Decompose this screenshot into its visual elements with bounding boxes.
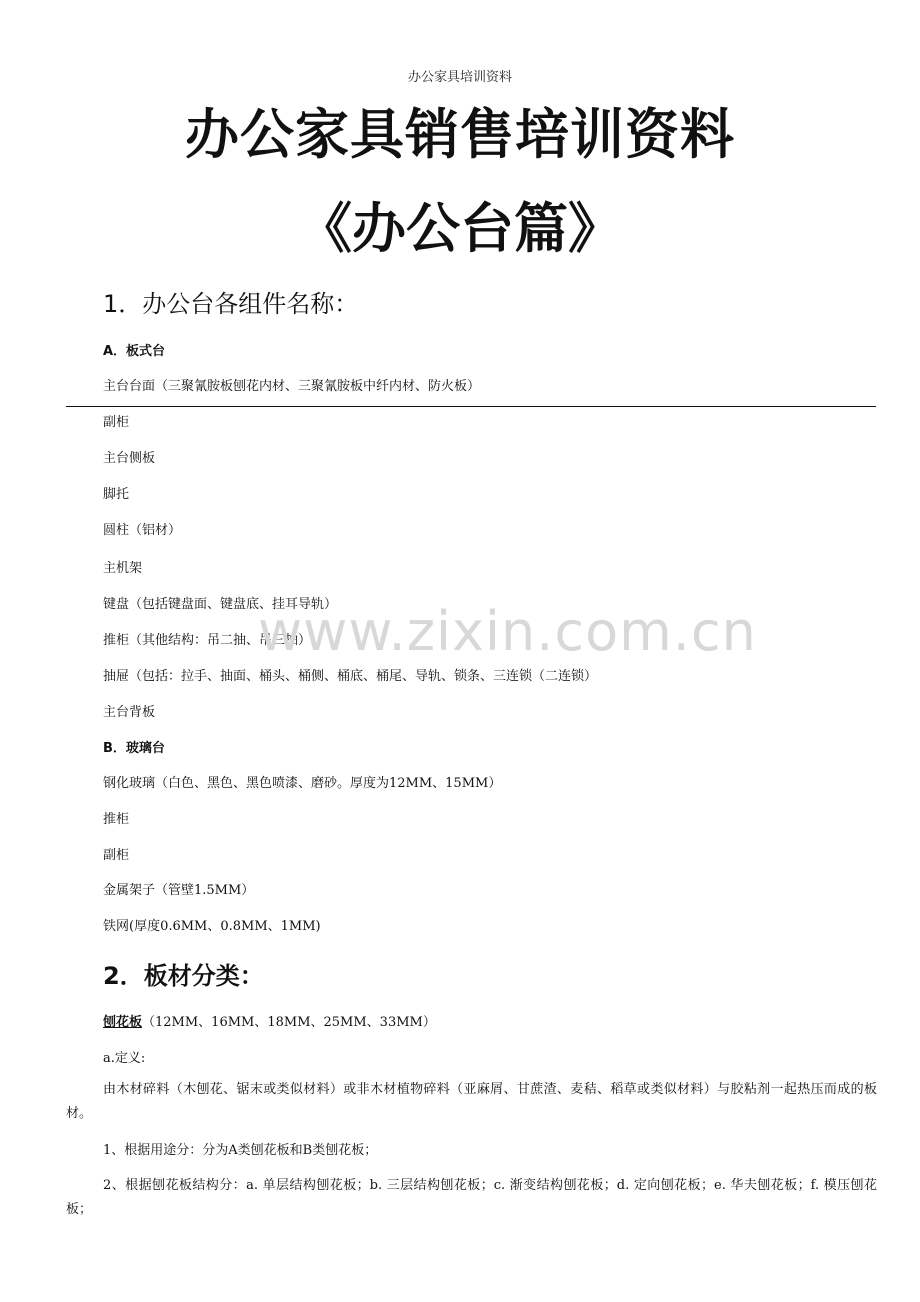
horizontal-rule — [66, 406, 876, 407]
watermark: www.zixin.com.cn — [258, 600, 757, 663]
particleboard-line — [103, 1011, 436, 1030]
point-1: 1、根据用途分：分为A类刨花板和B类刨花板； — [103, 1143, 378, 1158]
list-item: 钢化玻璃（白色、黑色、黑色喷漆、磨砂。厚度为12MM、15MM） — [103, 776, 502, 791]
list-item: 抽屉（包括：拉手、抽面、桶头、桶侧、桶底、桶尾、导轨、锁条、三连锁（二连锁） — [103, 669, 598, 684]
list-item: 脚托 — [103, 487, 130, 502]
list-item: 推柜（其他结构：吊二抽、吊三抽） — [103, 633, 312, 648]
list-item: 铁网(厚度0.6MM、0.8MM、1MM) — [103, 919, 321, 934]
list-item: 键盘（包括键盘面、键盘底、挂耳导轨） — [103, 597, 338, 612]
running-header: 办公家具培训资料 — [407, 70, 512, 85]
list-item: 圆柱（铝材） — [103, 523, 182, 538]
list-item: 主台背板 — [103, 705, 156, 720]
list-item: 主机架 — [103, 561, 143, 576]
list-item: 主台台面（三聚氰胺板刨花内材、三聚氰胺板中纤内材、防火板） — [103, 379, 481, 394]
list-item: 金属架子（管壁1.5MM） — [103, 883, 255, 898]
group-a-label: A．板式台 — [103, 344, 166, 359]
list-item: 副柜 — [103, 415, 130, 430]
document-title: 办公家具销售培训资料 — [185, 103, 735, 166]
list-item: 副柜 — [103, 848, 130, 863]
section1-heading: 1．办公台各组件名称： — [103, 290, 359, 318]
point-2: 2、根据刨花板结构分：a. 单层结构刨花板；b. 三层结构刨花板；c. 渐变结构刨花板；d. 定向刨花板；e. 华夫刨花板；f. 模压刨花板； — [66, 1178, 877, 1217]
particleboard-term: 刨花板 — [103, 1015, 143, 1030]
section2-heading: 2．板材分类： — [103, 962, 264, 990]
list-item: 主台侧板 — [103, 451, 156, 466]
document-subtitle: 《办公台篇》 — [298, 197, 622, 260]
list-item: 推柜 — [103, 812, 130, 827]
group-b-label: B．玻璃台 — [103, 741, 165, 756]
definition-label: a.定义: — [103, 1051, 146, 1066]
particleboard-sizes: （12MM、16MM、18MM、25MM、33MM） — [142, 1015, 436, 1030]
definition-paragraph: 由木材碎料（木刨花、锯末或类似材料）或非木材植物碎料（亚麻屑、甘蔗渣、麦秸、稻草或类似材料）与胶粘剂一起热压而成的板材。 — [66, 1082, 877, 1121]
